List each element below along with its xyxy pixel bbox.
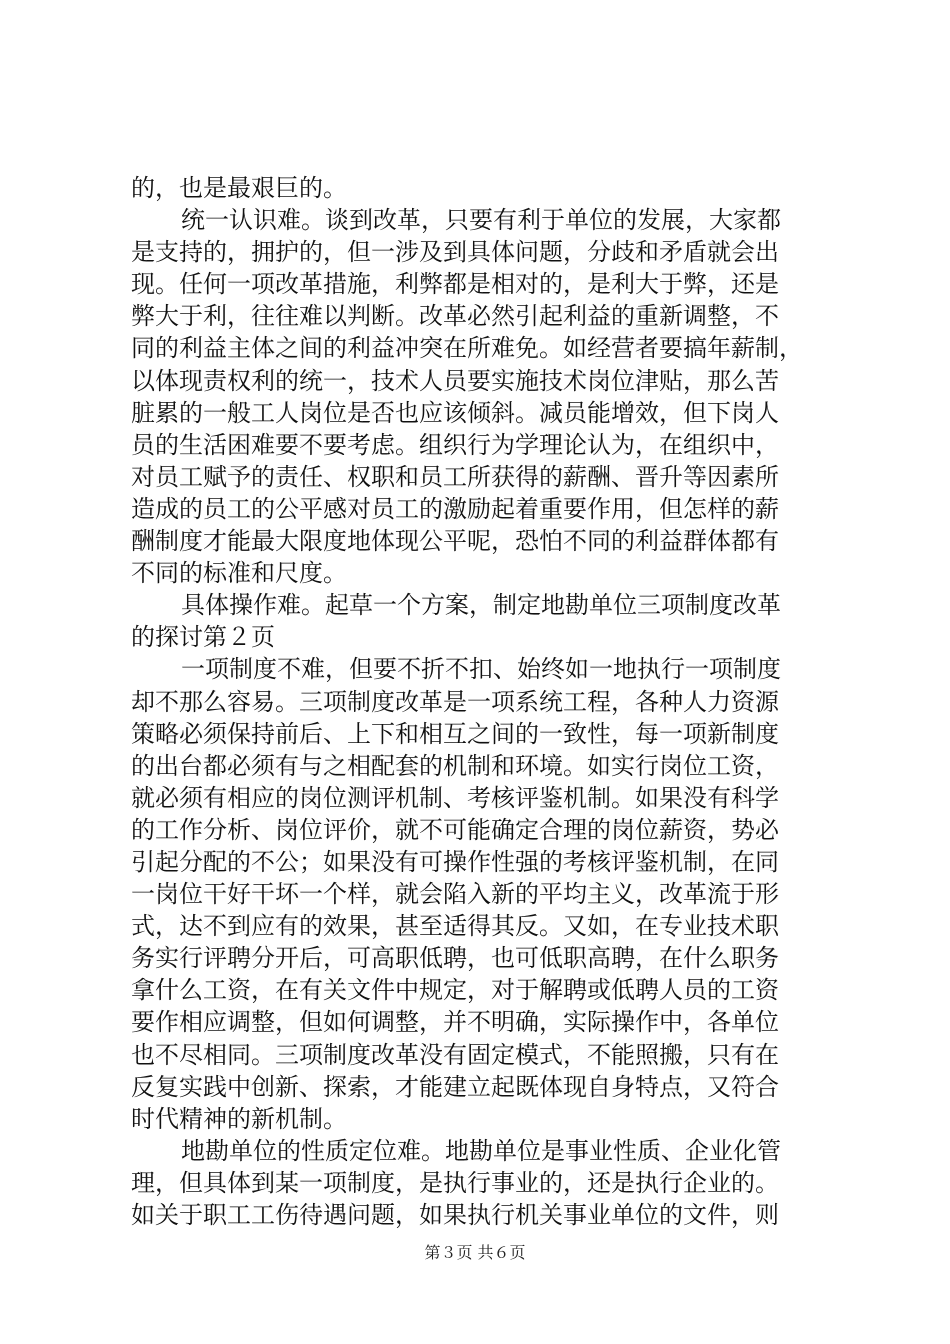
text-line: 式，达不到应有的效果，甚至适得其反。又如，在专业技术职 [131,912,779,941]
text-line: 弊大于利，往往难以判断。改革必然引起利益的重新调整，不 [131,302,779,331]
text-line: 就必须有相应的岗位测评机制、考核评鉴机制。如果没有科学 [131,783,779,812]
text-line: 具体操作难。起草一个方案，制定地勘单位三项制度改革 [181,591,781,620]
text-line: 的出台都必须有与之相配套的机制和环境。如实行岗位工资， [131,751,779,780]
text-line: 现。任何一项改革措施，利弊都是相对的，是利大于弊，还是 [131,270,779,299]
page-footer: 第３页 共６页 [424,1243,526,1262]
document-body [131,172,831,1231]
text-line: 却不那么容易。三项制度改革是一项系统工程，各种人力资源 [131,687,779,716]
text-line: 酬制度才能最大限度地体现公平呢，恐怕不同的利益群体都有 [131,527,779,556]
text-line: 是支持的，拥护的，但一涉及到具体问题，分歧和矛盾就会出 [131,238,779,267]
text-line: 策略必须保持前后、上下和相互之间的一致性，每一项新制度 [131,719,779,748]
text-line: 务实行评聘分开后，可高职低聘，也可低职高聘，在什么职务 [131,944,779,973]
text-line: 员的生活困难要不要考虑。组织行为学理论认为，在组织中， [131,430,779,459]
text-line: 也不尽相同。三项制度改革没有固定模式，不能照搬，只有在 [131,1040,779,1069]
text-line: 以体现责权利的统一，技术人员要实施技术岗位津贴，那么苦 [131,366,779,395]
text-line: 要作相应调整，但如何调整，并不明确，实际操作中，各单位 [131,1008,779,1037]
text-line: 如关于职工工伤待遇问题，如果执行机关事业单位的文件，则 [131,1201,779,1229]
text-line: 对员工赋予的责任、权职和员工所获得的薪酬、晋升等因素所 [131,462,779,491]
text-line: 拿什么工资，在有关文件中规定，对于解聘或低聘人员的工资 [131,976,779,1005]
text-line: 引起分配的不公；如果没有可操作性强的考核评鉴机制，在同 [131,847,779,876]
text-line: 的，也是最艰巨的。 [131,174,347,202]
text-line: 理，但具体到某一项制度，是执行事业的，还是执行企业的。 [131,1168,779,1197]
text-line: 的工作分析、岗位评价，就不可能确定合理的岗位薪资，势必 [131,815,779,844]
text-line: 一项制度不难，但要不折不扣、始终如一地执行一项制度 [181,655,781,684]
text-line: 反复实践中创新、探索，才能建立起既体现自身特点，又符合 [131,1072,779,1101]
text-line: 一岗位干好干坏一个样，就会陷入新的平均主义，改革流于形 [131,880,779,909]
text-line: 不同的标准和尺度。 [131,559,347,588]
text-line: 同的利益主体之间的利益冲突在所难免。如经营者要搞年薪制， [131,334,803,363]
text-line: 统一认识难。谈到改革，只要有利于单位的发展，大家都 [181,206,781,235]
text-line: 地勘单位的性质定位难。地勘单位是事业性质、企业化管 [181,1136,781,1165]
text-line: 脏累的一般工人岗位是否也应该倾斜。减员能增效，但下岗人 [131,398,779,427]
text-line: 的探讨第２页 [131,623,275,652]
text-line: 造成的员工的公平感对员工的激励起着重要作用，但怎样的薪 [131,494,779,523]
text-line: 时代精神的新机制。 [131,1104,347,1133]
